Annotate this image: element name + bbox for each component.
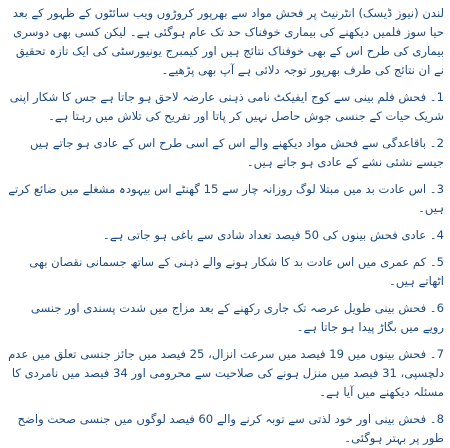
list-item: 2۔ باقاعدگی سے فحش مواد دیکھنے والے اس کے اسی طرح اس کے عادی ہو جاتے ہیں جیسے نشئی نشے کے عادی ہو جاتے ہیں۔ [29,136,444,169]
list-item: 7۔ فحش بینوں میں 19 فیصد میں سرعت انزال، 25 فیصد میں جائز جنسی تعلق میں عدم دلچسپی، 31 فیصد میں منزل ہونے کی صلاحیت سے محرومی اور 34 فیصد میں نامردی کا مسئلہ دیکھنے میں آیا ہے۔ [8,347,444,399]
intro-paragraph: لندن (نیوز ڈیسک) انٹرنیٹ پر فحش مواد سے بھرپور کروڑوں ویب سائٹوں کے ظہور کے بعد حیا سوز فلمیں دیکھنے کی بیماری خوفناک حد تک عام ہوگئی ہے۔ لیکن کسی بھی دوسری بیماری کی طرح اس کے بھی خوفناک نتائج ہیں اور کیمبرج یونیورسٹی کی ایک تازہ تحقیق نے ان نتائج کی طرف بھرپور توجہ دلائی ہے آپ بھی پڑھیے۔ [12,6,444,77]
list-item: 4۔ عادی فحش بینوں کی 50 فیصد تعداد شادی سے باغی ہو جاتی ہے۔ [103,228,444,242]
list-item: 3۔ اس عادت بد میں مبتلا لوگ روزانہ چار سے 15 گھنٹے اس بیہودہ مشغلے میں ضائع کرتے ہیں۔ [8,182,444,215]
list-item: 1۔ فحش فلم بینی سے کوج ایفیکٹ نامی ذہنی عارضہ لاحق ہو جاتا ہے جس کا شکار اپنی شریک حیات کے جنسی جوش حاصل نہیں کر پاتا اور تفریح کی تلاش میں رہتا ہے۔ [9,90,444,123]
list-item: 8۔ فحش بینی اور خود لذتی سے توبہ کرنے والے 60 فیصد لوگوں میں جنسی صحت واضح طور پر بہتر ہوگئی۔ [17,412,444,445]
list-item: 6۔ فحش بینی طویل عرصہ تک جاری رکھنے کے بعد مزاج میں شدت پسندی اور جنسی رویے میں بگاڑ پیدا ہو جاتا ہے۔ [30,301,444,334]
list-item: 5۔ کم عمری میں اس عادت بد کا شکار ہونے والے ذہنی کے ساتھ جسمانی نقصان بھی اٹھاتے ہیں۔ [29,255,444,288]
